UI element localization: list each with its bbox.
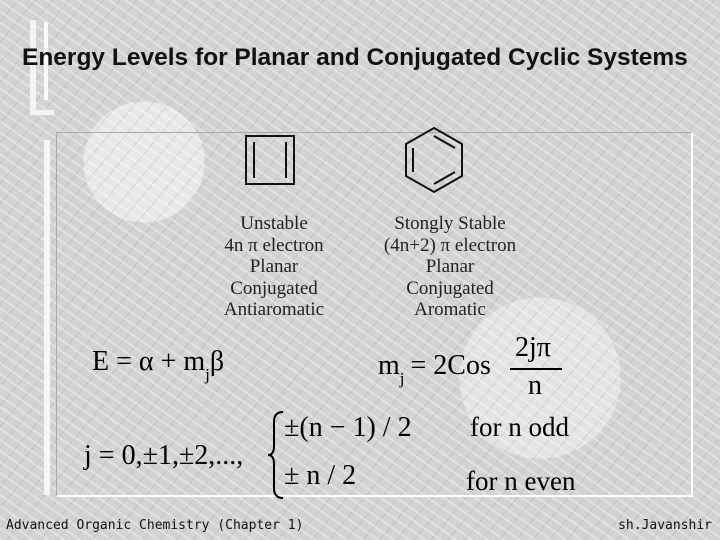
slide-title: Energy Levels for Planar and Conjugated Cyclic Systems	[22, 44, 688, 71]
coefficient-equation	[378, 350, 491, 388]
decorative-bar-top-horizontal	[30, 110, 54, 115]
cases-brace	[266, 410, 286, 500]
antiaromatic-line-3: Planar	[249, 256, 299, 277]
footer-course-title: Advanced Organic Chemistry (Chapter 1)	[6, 518, 304, 533]
j-values-lhs: j = 0,±1,±2,...,	[84, 440, 244, 471]
energy-equation	[92, 346, 225, 384]
antiaromatic-line-1: Unstable	[240, 213, 308, 234]
case-even-expression: ± n / 2	[284, 460, 357, 491]
coefficient-cos: = 2Cos	[410, 350, 491, 381]
energy-equation-subscript: j	[205, 365, 210, 384]
antiaromatic-description	[196, 213, 352, 321]
case-odd-label: for n odd	[470, 412, 569, 442]
coefficient-subscript: j	[399, 369, 405, 388]
aromatic-line-4: Conjugated	[406, 277, 494, 299]
aromatic-line-5: Aromatic	[414, 299, 486, 320]
coefficient-denominator: n	[528, 370, 542, 401]
aromatic-description	[360, 213, 540, 321]
aromatic-line-2: (4n+2) π electron	[383, 234, 517, 256]
coefficient-lhs: m	[378, 350, 400, 381]
energy-equation-lhs: E = α + m	[92, 346, 206, 377]
energy-equation-beta: β	[209, 346, 225, 377]
antiaromatic-line-4: Conjugated	[230, 277, 318, 299]
cyclobutadiene-structure	[240, 130, 302, 190]
antiaromatic-line-2: 4n π electron	[224, 234, 324, 256]
case-even-label: for n even	[466, 466, 576, 496]
aromatic-line-3: Planar	[425, 256, 475, 277]
case-odd-expression: ±(n − 1) / 2	[284, 412, 412, 443]
footer-author: sh.Javanshir	[618, 518, 712, 533]
coefficient-numerator: 2jπ	[515, 332, 551, 363]
antiaromatic-line-5: Antiaromatic	[223, 299, 325, 320]
benzene-structure	[398, 124, 470, 198]
decorative-bar-left-vertical	[44, 140, 50, 495]
aromatic-line-1: Stongly Stable	[394, 213, 506, 234]
